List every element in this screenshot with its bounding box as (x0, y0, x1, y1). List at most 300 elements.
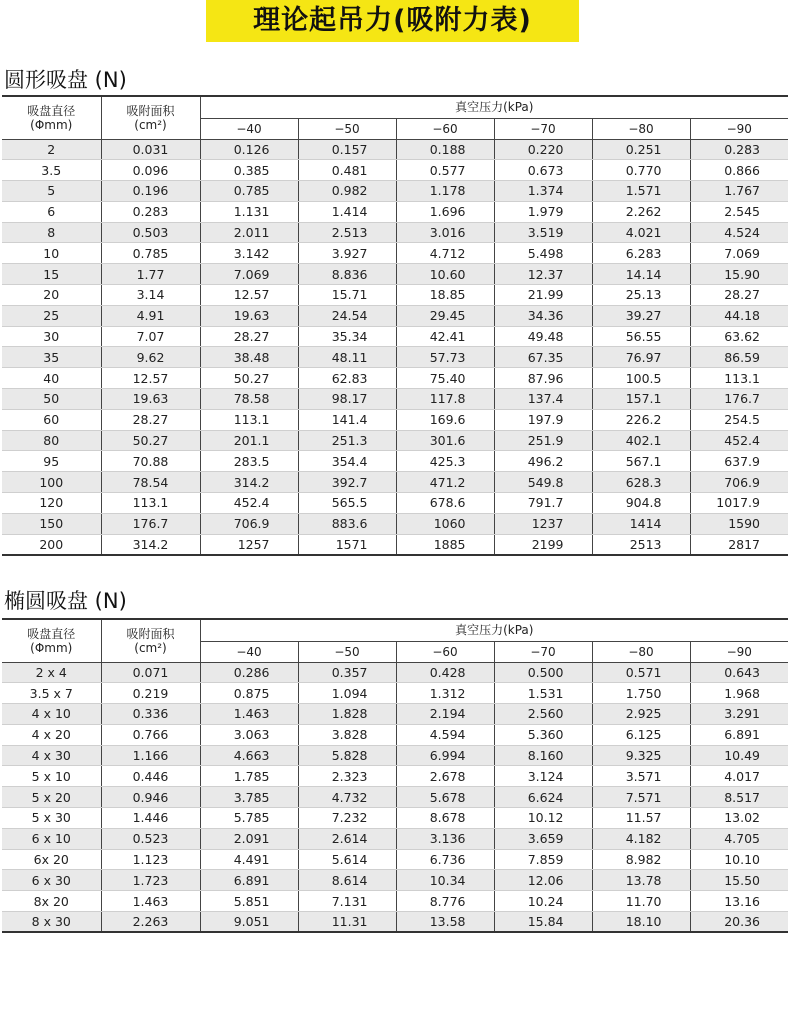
value-cell: 76.97 (592, 347, 690, 368)
value-cell: 6.891 (200, 870, 298, 891)
value-cell: 3.142 (200, 243, 298, 264)
value-cell: 8.982 (592, 849, 690, 870)
value-cell: 49.48 (494, 326, 592, 347)
diameter-cell: 5 x 30 (2, 808, 101, 829)
value-cell: 10.24 (494, 891, 592, 912)
table-row (2, 326, 788, 347)
value-cell: 0.126 (200, 139, 298, 160)
value-cell: 11.57 (592, 808, 690, 829)
value-cell: 452.4 (690, 430, 788, 451)
value-cell: 113.1 (200, 409, 298, 430)
value-cell: 4.491 (200, 849, 298, 870)
value-cell: 496.2 (494, 451, 592, 472)
diameter-cell: 150 (2, 513, 101, 534)
table-row (2, 912, 788, 933)
value-cell: 1017.9 (690, 493, 788, 514)
value-cell: 354.4 (298, 451, 396, 472)
value-cell: 0.673 (494, 160, 592, 181)
value-cell: 18.85 (396, 285, 494, 306)
value-cell: 0.481 (298, 160, 396, 181)
diameter-cell: 30 (2, 326, 101, 347)
diameter-header-line1: 吸盘直径 (27, 626, 76, 641)
diameter-header-line1: 吸盘直径 (27, 103, 76, 118)
area-header-line2: (cm²) (134, 117, 167, 132)
value-cell: 137.4 (494, 389, 592, 410)
diameter-cell: 5 (2, 181, 101, 202)
diameter-cell: 120 (2, 493, 101, 514)
area-cell: 0.283 (101, 201, 200, 222)
table-row (2, 222, 788, 243)
table-row (2, 285, 788, 306)
area-cell: 0.219 (101, 683, 200, 704)
area-cell: 3.14 (101, 285, 200, 306)
vacuum-header: 真空压力(kPa) (200, 96, 788, 118)
value-cell: 283.5 (200, 451, 298, 472)
value-cell: 425.3 (396, 451, 494, 472)
table-row (2, 891, 788, 912)
diameter-cell: 15 (2, 264, 101, 285)
value-cell: 5.614 (298, 849, 396, 870)
value-cell: 0.157 (298, 139, 396, 160)
value-cell: 7.571 (592, 787, 690, 808)
pressure-header: −60 (396, 641, 494, 662)
value-cell: 791.7 (494, 493, 592, 514)
area-cell: 1.463 (101, 891, 200, 912)
value-cell: 15.84 (494, 912, 592, 933)
value-cell: 13.78 (592, 870, 690, 891)
table-row (2, 243, 788, 264)
value-cell: 62.83 (298, 368, 396, 389)
value-cell: 2513 (592, 534, 690, 555)
value-cell: 0.785 (200, 181, 298, 202)
value-cell: 7.859 (494, 849, 592, 870)
area-cell: 113.1 (101, 493, 200, 514)
value-cell: 5.360 (494, 724, 592, 745)
area-cell: 1.123 (101, 849, 200, 870)
value-cell: 1.968 (690, 683, 788, 704)
area-cell: 0.096 (101, 160, 200, 181)
diameter-cell: 60 (2, 409, 101, 430)
table-row (2, 870, 788, 891)
value-cell: 2199 (494, 534, 592, 555)
value-cell: 2.925 (592, 704, 690, 725)
value-cell: 628.3 (592, 472, 690, 493)
area-cell: 70.88 (101, 451, 200, 472)
value-cell: 226.2 (592, 409, 690, 430)
value-cell: 1885 (396, 534, 494, 555)
value-cell: 78.58 (200, 389, 298, 410)
value-cell: 4.712 (396, 243, 494, 264)
value-cell: 0.283 (690, 139, 788, 160)
round-table-title: 圆形吸盘 (N) (4, 68, 127, 92)
value-cell: 169.6 (396, 409, 494, 430)
value-cell: 1257 (200, 534, 298, 555)
diameter-cell: 4 x 10 (2, 704, 101, 725)
table-row (2, 389, 788, 410)
value-cell: 3.063 (200, 724, 298, 745)
value-cell: 5.678 (396, 787, 494, 808)
value-cell: 12.06 (494, 870, 592, 891)
value-cell: 98.17 (298, 389, 396, 410)
area-cell: 0.946 (101, 787, 200, 808)
value-cell: 50.27 (200, 368, 298, 389)
value-cell: 10.12 (494, 808, 592, 829)
value-cell: 549.8 (494, 472, 592, 493)
pressure-header: −90 (690, 118, 788, 139)
table-row (2, 704, 788, 725)
table-row (2, 181, 788, 202)
area-cell: 19.63 (101, 389, 200, 410)
area-cell: 12.57 (101, 368, 200, 389)
value-cell: 0.982 (298, 181, 396, 202)
value-cell: 8.678 (396, 808, 494, 829)
table-row (2, 139, 788, 160)
value-cell: 34.36 (494, 305, 592, 326)
diameter-cell: 40 (2, 368, 101, 389)
value-cell: 1.767 (690, 181, 788, 202)
pressure-header: −80 (592, 641, 690, 662)
value-cell: 4.732 (298, 787, 396, 808)
value-cell: 3.124 (494, 766, 592, 787)
value-cell: 141.4 (298, 409, 396, 430)
value-cell: 1.131 (200, 201, 298, 222)
area-cell: 0.071 (101, 662, 200, 683)
value-cell: 13.02 (690, 808, 788, 829)
diameter-cell: 5 x 10 (2, 766, 101, 787)
value-cell: 0.770 (592, 160, 690, 181)
value-cell: 3.519 (494, 222, 592, 243)
value-cell: 6.624 (494, 787, 592, 808)
value-cell: 10.49 (690, 745, 788, 766)
diameter-cell: 4 x 30 (2, 745, 101, 766)
value-cell: 20.36 (690, 912, 788, 933)
value-cell: 7.232 (298, 808, 396, 829)
diameter-header (2, 96, 101, 139)
value-cell: 0.220 (494, 139, 592, 160)
value-cell: 706.9 (690, 472, 788, 493)
value-cell: 15.50 (690, 870, 788, 891)
value-cell: 0.286 (200, 662, 298, 683)
table-row (2, 534, 788, 555)
value-cell: 402.1 (592, 430, 690, 451)
value-cell: 12.37 (494, 264, 592, 285)
value-cell: 0.500 (494, 662, 592, 683)
value-cell: 6.283 (592, 243, 690, 264)
area-header-line1: 吸附面积 (126, 103, 175, 118)
area-cell: 0.766 (101, 724, 200, 745)
value-cell: 42.41 (396, 326, 494, 347)
diameter-cell: 8 x 30 (2, 912, 101, 933)
pressure-header: −50 (298, 641, 396, 662)
value-cell: 301.6 (396, 430, 494, 451)
value-cell: 4.017 (690, 766, 788, 787)
value-cell: 75.40 (396, 368, 494, 389)
diameter-cell: 8x 20 (2, 891, 101, 912)
value-cell: 3.571 (592, 766, 690, 787)
area-cell: 314.2 (101, 534, 200, 555)
value-cell: 56.55 (592, 326, 690, 347)
value-cell: 6.125 (592, 724, 690, 745)
value-cell: 2.545 (690, 201, 788, 222)
value-cell: 10.34 (396, 870, 494, 891)
value-cell: 10.60 (396, 264, 494, 285)
value-cell: 1.750 (592, 683, 690, 704)
value-cell: 254.5 (690, 409, 788, 430)
value-cell: 6.891 (690, 724, 788, 745)
banner-title: 理论起吊力(吸附力表) (206, 0, 579, 42)
value-cell: 6.736 (396, 849, 494, 870)
diameter-cell: 4 x 20 (2, 724, 101, 745)
diameter-cell: 80 (2, 430, 101, 451)
value-cell: 1.178 (396, 181, 494, 202)
diameter-header-line2: (Φmm) (30, 640, 73, 655)
area-cell: 1.166 (101, 745, 200, 766)
table-row (2, 745, 788, 766)
value-cell: 0.188 (396, 139, 494, 160)
diameter-cell: 3.5 x 7 (2, 683, 101, 704)
value-cell: 3.828 (298, 724, 396, 745)
vacuum-header: 真空压力(kPa) (200, 619, 788, 641)
value-cell: 883.6 (298, 513, 396, 534)
pressure-header: −70 (494, 641, 592, 662)
value-cell: 201.1 (200, 430, 298, 451)
value-cell: 4.594 (396, 724, 494, 745)
area-cell: 0.523 (101, 828, 200, 849)
value-cell: 1414 (592, 513, 690, 534)
area-cell: 78.54 (101, 472, 200, 493)
area-cell: 176.7 (101, 513, 200, 534)
value-cell: 3.291 (690, 704, 788, 725)
value-cell: 2.323 (298, 766, 396, 787)
value-cell: 1.414 (298, 201, 396, 222)
diameter-cell: 2 x 4 (2, 662, 101, 683)
diameter-cell: 100 (2, 472, 101, 493)
value-cell: 3.927 (298, 243, 396, 264)
diameter-cell: 3.5 (2, 160, 101, 181)
area-header (101, 96, 200, 139)
value-cell: 5.851 (200, 891, 298, 912)
value-cell: 7.069 (690, 243, 788, 264)
value-cell: 678.6 (396, 493, 494, 514)
value-cell: 0.385 (200, 160, 298, 181)
diameter-cell: 20 (2, 285, 101, 306)
value-cell: 1590 (690, 513, 788, 534)
value-cell: 8.836 (298, 264, 396, 285)
value-cell: 3.016 (396, 222, 494, 243)
pressure-header: −40 (200, 118, 298, 139)
value-cell: 251.9 (494, 430, 592, 451)
value-cell: 4.021 (592, 222, 690, 243)
value-cell: 57.73 (396, 347, 494, 368)
value-cell: 2.513 (298, 222, 396, 243)
area-cell: 1.723 (101, 870, 200, 891)
table-row (2, 787, 788, 808)
value-cell: 87.96 (494, 368, 592, 389)
value-cell: 15.90 (690, 264, 788, 285)
diameter-cell: 5 x 20 (2, 787, 101, 808)
value-cell: 113.1 (690, 368, 788, 389)
area-cell: 1.77 (101, 264, 200, 285)
value-cell: 197.9 (494, 409, 592, 430)
diameter-cell: 6x 20 (2, 849, 101, 870)
table-row (2, 305, 788, 326)
value-cell: 25.13 (592, 285, 690, 306)
diameter-cell: 200 (2, 534, 101, 555)
value-cell: 5.785 (200, 808, 298, 829)
area-header (101, 619, 200, 662)
value-cell: 6.994 (396, 745, 494, 766)
value-cell: 1.094 (298, 683, 396, 704)
value-cell: 471.2 (396, 472, 494, 493)
diameter-cell: 25 (2, 305, 101, 326)
value-cell: 4.663 (200, 745, 298, 766)
value-cell: 1.463 (200, 704, 298, 725)
table-row (2, 264, 788, 285)
pressure-header: −50 (298, 118, 396, 139)
pressure-header: −40 (200, 641, 298, 662)
value-cell: 1.374 (494, 181, 592, 202)
value-cell: 0.357 (298, 662, 396, 683)
value-cell: 0.428 (396, 662, 494, 683)
table-row (2, 849, 788, 870)
pressure-header: −60 (396, 118, 494, 139)
value-cell: 4.705 (690, 828, 788, 849)
diameter-cell: 35 (2, 347, 101, 368)
value-cell: 0.577 (396, 160, 494, 181)
area-header-line2: (cm²) (134, 640, 167, 655)
value-cell: 5.498 (494, 243, 592, 264)
value-cell: 67.35 (494, 347, 592, 368)
value-cell: 314.2 (200, 472, 298, 493)
value-cell: 0.643 (690, 662, 788, 683)
value-cell: 2.614 (298, 828, 396, 849)
value-cell: 11.31 (298, 912, 396, 933)
area-cell: 0.196 (101, 181, 200, 202)
value-cell: 565.5 (298, 493, 396, 514)
table-row (2, 493, 788, 514)
table-row (2, 451, 788, 472)
area-cell: 0.446 (101, 766, 200, 787)
table-row (2, 368, 788, 389)
value-cell: 1.785 (200, 766, 298, 787)
diameter-cell: 6 x 10 (2, 828, 101, 849)
area-cell: 9.62 (101, 347, 200, 368)
value-cell: 157.1 (592, 389, 690, 410)
value-cell: 11.70 (592, 891, 690, 912)
table-row (2, 409, 788, 430)
value-cell: 904.8 (592, 493, 690, 514)
value-cell: 13.58 (396, 912, 494, 933)
value-cell: 86.59 (690, 347, 788, 368)
value-cell: 35.34 (298, 326, 396, 347)
diameter-header-line2: (Φmm) (30, 117, 73, 132)
diameter-cell: 95 (2, 451, 101, 472)
value-cell: 392.7 (298, 472, 396, 493)
area-cell: 1.446 (101, 808, 200, 829)
table-row (2, 430, 788, 451)
table-row (2, 828, 788, 849)
value-cell: 9.325 (592, 745, 690, 766)
value-cell: 0.251 (592, 139, 690, 160)
value-cell: 1.571 (592, 181, 690, 202)
area-cell: 0.503 (101, 222, 200, 243)
value-cell: 117.8 (396, 389, 494, 410)
value-cell: 63.62 (690, 326, 788, 347)
area-cell: 7.07 (101, 326, 200, 347)
table-row (2, 766, 788, 787)
value-cell: 8.160 (494, 745, 592, 766)
area-cell: 2.263 (101, 912, 200, 933)
value-cell: 1060 (396, 513, 494, 534)
diameter-cell: 50 (2, 389, 101, 410)
area-cell: 28.27 (101, 409, 200, 430)
value-cell: 29.45 (396, 305, 494, 326)
value-cell: 2.560 (494, 704, 592, 725)
value-cell: 452.4 (200, 493, 298, 514)
value-cell: 1.696 (396, 201, 494, 222)
pressure-header: −80 (592, 118, 690, 139)
value-cell: 15.71 (298, 285, 396, 306)
value-cell: 1.979 (494, 201, 592, 222)
value-cell: 21.99 (494, 285, 592, 306)
value-cell: 5.828 (298, 745, 396, 766)
value-cell: 9.051 (200, 912, 298, 933)
diameter-cell: 2 (2, 139, 101, 160)
diameter-cell: 6 x 30 (2, 870, 101, 891)
ellipse-table-title: 椭圆吸盘 (N) (4, 589, 127, 613)
diameter-cell: 10 (2, 243, 101, 264)
value-cell: 8.776 (396, 891, 494, 912)
diameter-cell: 6 (2, 201, 101, 222)
area-cell: 0.785 (101, 243, 200, 264)
value-cell: 2.091 (200, 828, 298, 849)
table-row (2, 662, 788, 683)
value-cell: 18.10 (592, 912, 690, 933)
area-header-line1: 吸附面积 (126, 626, 175, 641)
value-cell: 706.9 (200, 513, 298, 534)
round-suction-table (2, 95, 788, 556)
area-cell: 4.91 (101, 305, 200, 326)
value-cell: 1237 (494, 513, 592, 534)
table-row (2, 347, 788, 368)
value-cell: 2.194 (396, 704, 494, 725)
value-cell: 48.11 (298, 347, 396, 368)
value-cell: 3.785 (200, 787, 298, 808)
value-cell: 567.1 (592, 451, 690, 472)
diameter-header (2, 619, 101, 662)
value-cell: 7.131 (298, 891, 396, 912)
area-cell: 0.336 (101, 704, 200, 725)
value-cell: 1.828 (298, 704, 396, 725)
value-cell: 0.866 (690, 160, 788, 181)
value-cell: 8.517 (690, 787, 788, 808)
ellipse-suction-table (2, 618, 788, 933)
value-cell: 39.27 (592, 305, 690, 326)
table-row (2, 201, 788, 222)
value-cell: 7.069 (200, 264, 298, 285)
table-row (2, 724, 788, 745)
value-cell: 4.524 (690, 222, 788, 243)
area-cell: 0.031 (101, 139, 200, 160)
pressure-header: −90 (690, 641, 788, 662)
table-row (2, 160, 788, 181)
value-cell: 4.182 (592, 828, 690, 849)
value-cell: 2817 (690, 534, 788, 555)
pressure-header: −70 (494, 118, 592, 139)
value-cell: 44.18 (690, 305, 788, 326)
value-cell: 8.614 (298, 870, 396, 891)
value-cell: 2.678 (396, 766, 494, 787)
